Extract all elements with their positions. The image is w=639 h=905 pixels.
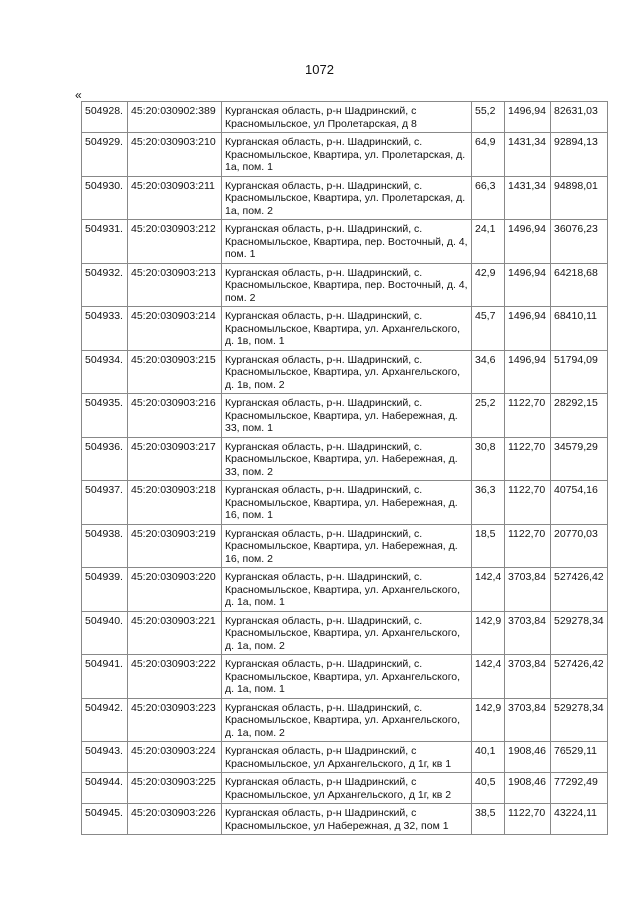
cadastral-value-cell: 36076,23 (551, 220, 608, 264)
table-row (82, 350, 608, 394)
cadastral-number-cell: 45:20:030903:225 (128, 773, 222, 804)
rate-cell: 1122,70 (505, 481, 551, 525)
cadastral-value-cell: 76529,11 (551, 742, 608, 773)
address-cell: Курганская область, р-н. Шадринский, с. Красномыльское, Квартира, ул. Пролетарская, д. 1а, пом. 2 (222, 176, 472, 220)
cadastral-number-cell: 45:20:030903:211 (128, 176, 222, 220)
area-cell: 64,9 (472, 133, 505, 177)
cadastral-number-cell: 45:20:030903:222 (128, 655, 222, 699)
address-cell: Курганская область, р-н. Шадринский, с. Красномыльское, Квартира, ул. Набережная, д. 16, пом. 1 (222, 481, 472, 525)
rate-cell: 1496,94 (505, 263, 551, 307)
cadastral-value-cell: 529278,34 (551, 611, 608, 655)
cadastral-number-cell: 45:20:030902:389 (128, 102, 222, 133)
cadastral-value-cell: 51794,09 (551, 350, 608, 394)
rate-cell: 1122,70 (505, 437, 551, 481)
cadastral-number-cell: 45:20:030903:212 (128, 220, 222, 264)
cadastral-number-cell: 45:20:030903:226 (128, 804, 222, 835)
address-cell: Курганская область, р-н. Шадринский, с. Красномыльское, Квартира, ул. Пролетарская, д. 1а, пом. 1 (222, 133, 472, 177)
row-number-cell: 504938. (82, 524, 128, 568)
cadastral-value-cell: 34579,29 (551, 437, 608, 481)
cadastral-value-cell: 20770,03 (551, 524, 608, 568)
cadastral-number-cell: 45:20:030903:213 (128, 263, 222, 307)
row-number-cell: 504930. (82, 176, 128, 220)
table-row (82, 655, 608, 699)
area-cell: 40,5 (472, 773, 505, 804)
area-cell: 24,1 (472, 220, 505, 264)
row-number-cell: 504942. (82, 698, 128, 742)
rate-cell: 1122,70 (505, 524, 551, 568)
row-number-cell: 504929. (82, 133, 128, 177)
area-cell: 25,2 (472, 394, 505, 438)
rate-cell: 3703,84 (505, 611, 551, 655)
area-cell: 142,9 (472, 611, 505, 655)
rate-cell: 1122,70 (505, 804, 551, 835)
table-row (82, 176, 608, 220)
table-row (82, 437, 608, 481)
cadastral-value-cell: 94898,01 (551, 176, 608, 220)
row-number-cell: 504941. (82, 655, 128, 699)
address-cell: Курганская область, р-н Шадринский, с Красномыльское, ул Набережная, д 32, пом 1 (222, 804, 472, 835)
row-number-cell: 504939. (82, 568, 128, 612)
registry-table-body (82, 102, 608, 835)
table-row (82, 394, 608, 438)
table-row (82, 307, 608, 351)
row-number-cell: 504940. (82, 611, 128, 655)
row-number-cell: 504944. (82, 773, 128, 804)
row-number-cell: 504928. (82, 102, 128, 133)
area-cell: 18,5 (472, 524, 505, 568)
cadastral-value-cell: 28292,15 (551, 394, 608, 438)
rate-cell: 1496,94 (505, 350, 551, 394)
rate-cell: 1496,94 (505, 307, 551, 351)
row-number-cell: 504933. (82, 307, 128, 351)
area-cell: 40,1 (472, 742, 505, 773)
table-row (82, 524, 608, 568)
cadastral-number-cell: 45:20:030903:220 (128, 568, 222, 612)
quote-mark: « (75, 88, 82, 102)
rate-cell: 1431,34 (505, 133, 551, 177)
rate-cell: 3703,84 (505, 655, 551, 699)
address-cell: Курганская область, р-н Шадринский, с Красномыльское, ул Архангельского, д 1г, кв 1 (222, 742, 472, 773)
rate-cell: 1908,46 (505, 773, 551, 804)
registry-table (81, 101, 608, 835)
cadastral-value-cell: 40754,16 (551, 481, 608, 525)
cadastral-value-cell: 527426,42 (551, 568, 608, 612)
cadastral-number-cell: 45:20:030903:224 (128, 742, 222, 773)
address-cell: Курганская область, р-н. Шадринский, с. Красномыльское, Квартира, ул. Архангельского, д. 1а, пом. 2 (222, 698, 472, 742)
cadastral-number-cell: 45:20:030903:215 (128, 350, 222, 394)
rate-cell: 1496,94 (505, 102, 551, 133)
area-cell: 142,9 (472, 698, 505, 742)
cadastral-number-cell: 45:20:030903:210 (128, 133, 222, 177)
cadastral-number-cell: 45:20:030903:216 (128, 394, 222, 438)
area-cell: 34,6 (472, 350, 505, 394)
cadastral-value-cell: 68410,11 (551, 307, 608, 351)
cadastral-value-cell: 64218,68 (551, 263, 608, 307)
area-cell: 36,3 (472, 481, 505, 525)
area-cell: 42,9 (472, 263, 505, 307)
table-row (82, 611, 608, 655)
row-number-cell: 504935. (82, 394, 128, 438)
row-number-cell: 504931. (82, 220, 128, 264)
address-cell: Курганская область, р-н. Шадринский, с. Красномыльское, Квартира, ул. Архангельского, д. 1а, пом. 1 (222, 655, 472, 699)
area-cell: 142,4 (472, 655, 505, 699)
address-cell: Курганская область, р-н. Шадринский, с. Красномыльское, Квартира, ул. Архангельского, д. 1в, пом. 2 (222, 350, 472, 394)
area-cell: 38,5 (472, 804, 505, 835)
rate-cell: 1122,70 (505, 394, 551, 438)
address-cell: Курганская область, р-н Шадринский, с Красномыльское, ул Пролетарская, д 8 (222, 102, 472, 133)
cadastral-value-cell: 82631,03 (551, 102, 608, 133)
row-number-cell: 504936. (82, 437, 128, 481)
area-cell: 142,4 (472, 568, 505, 612)
cadastral-number-cell: 45:20:030903:223 (128, 698, 222, 742)
area-cell: 55,2 (472, 102, 505, 133)
table-row (82, 742, 608, 773)
cadastral-value-cell: 92894,13 (551, 133, 608, 177)
address-cell: Курганская область, р-н Шадринский, с Красномыльское, ул Архангельского, д 1г, кв 2 (222, 773, 472, 804)
rate-cell: 1496,94 (505, 220, 551, 264)
rate-cell: 3703,84 (505, 568, 551, 612)
rate-cell: 1431,34 (505, 176, 551, 220)
address-cell: Курганская область, р-н. Шадринский, с. Красномыльское, Квартира, пер. Восточный, д. 4, пом. 2 (222, 263, 472, 307)
area-cell: 66,3 (472, 176, 505, 220)
address-cell: Курганская область, р-н. Шадринский, с. Красномыльское, Квартира, ул. Архангельского, д. 1а, пом. 1 (222, 568, 472, 612)
address-cell: Курганская область, р-н. Шадринский, с. Красномыльское, Квартира, пер. Восточный, д. 4, пом. 1 (222, 220, 472, 264)
address-cell: Курганская область, р-н. Шадринский, с. Красномыльское, Квартира, ул. Архангельского, д. 1в, пом. 1 (222, 307, 472, 351)
table-row (82, 804, 608, 835)
row-number-cell: 504937. (82, 481, 128, 525)
area-cell: 45,7 (472, 307, 505, 351)
address-cell: Курганская область, р-н. Шадринский, с. Красномыльское, Квартира, ул. Архангельского, д. 1а, пом. 2 (222, 611, 472, 655)
table-row (82, 102, 608, 133)
cadastral-number-cell: 45:20:030903:214 (128, 307, 222, 351)
area-cell: 30,8 (472, 437, 505, 481)
cadastral-value-cell: 529278,34 (551, 698, 608, 742)
row-number-cell: 504932. (82, 263, 128, 307)
cadastral-value-cell: 43224,11 (551, 804, 608, 835)
row-number-cell: 504945. (82, 804, 128, 835)
table-row (82, 773, 608, 804)
cadastral-number-cell: 45:20:030903:221 (128, 611, 222, 655)
address-cell: Курганская область, р-н. Шадринский, с. Красномыльское, Квартира, ул. Набережная, д. 16, пом. 2 (222, 524, 472, 568)
row-number-cell: 504934. (82, 350, 128, 394)
page-number: 1072 (305, 62, 334, 77)
table-row (82, 481, 608, 525)
cadastral-number-cell: 45:20:030903:219 (128, 524, 222, 568)
address-cell: Курганская область, р-н. Шадринский, с. Красномыльское, Квартира, ул. Набережная, д. 33, пом. 2 (222, 437, 472, 481)
table-row (82, 568, 608, 612)
table-row (82, 263, 608, 307)
table-row (82, 220, 608, 264)
table-row (82, 698, 608, 742)
cadastral-number-cell: 45:20:030903:217 (128, 437, 222, 481)
cadastral-value-cell: 527426,42 (551, 655, 608, 699)
table-row (82, 133, 608, 177)
row-number-cell: 504943. (82, 742, 128, 773)
cadastral-number-cell: 45:20:030903:218 (128, 481, 222, 525)
cadastral-value-cell: 77292,49 (551, 773, 608, 804)
rate-cell: 1908,46 (505, 742, 551, 773)
address-cell: Курганская область, р-н. Шадринский, с. Красномыльское, Квартира, ул. Набережная, д. 33, пом. 1 (222, 394, 472, 438)
rate-cell: 3703,84 (505, 698, 551, 742)
